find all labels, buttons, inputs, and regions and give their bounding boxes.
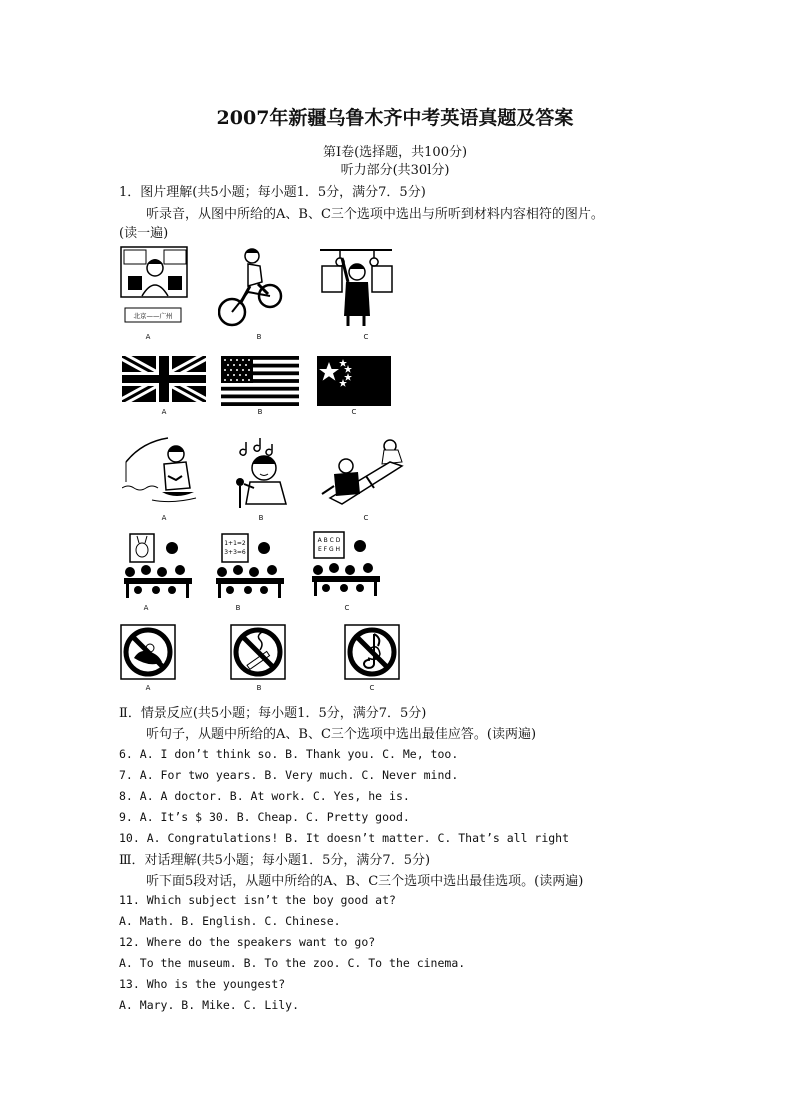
caption-3c: C [363,514,369,522]
question-7: 7. A. For two years. B. Very much. C. Never mind. [119,768,459,782]
section3-instruction: 听下面5段对话，从题中所给的A、B、C三个选项中选出最佳选项。(读两遍) [146,874,584,889]
caption-5a: A [145,684,151,692]
us-flag-icon [221,356,299,406]
question-11-options: A. Math. B. English. C. Chinese. [119,914,341,928]
china-flag-icon [317,356,391,406]
caption-1a: A [145,333,151,341]
caption-3b: B [258,514,264,522]
section1-note: (读一遍) [119,226,169,241]
page-title: 2007年新疆乌鲁木齐中考英语真题及答案 [216,107,574,129]
section1-instruction: 听录音，从图中所给的A、B、C三个选项中选出与所听到材料内容相符的图片。 [146,207,604,222]
caption-2b: B [257,408,263,416]
caption-5b: B [256,684,262,692]
caption-4b: B [235,604,241,612]
question-11: 11. Which subject isn’t the boy good at? [119,893,396,907]
math-board-line1: 1+1=2 [224,540,246,547]
singing-icon [226,436,294,508]
question-12-options: A. To the museum. B. To the zoo. C. To the cinema. [119,956,466,970]
caption-5c: C [369,684,375,692]
question-8: 8. A. A doctor. B. At work. C. Yes, he is. [119,789,410,803]
section1-heading: 1．图片理解(共5小题；每小题1．5分，满分7．5分) [119,185,426,200]
cyclist-icon [218,246,286,330]
listening-part-label: 听力部分(共30l分) [340,163,450,178]
no-music-sign-icon [344,624,400,680]
fishing-icon [122,432,200,508]
caption-1b: B [256,333,262,341]
section3-heading: Ⅲ．对话理解(共5小题；每小题1．5分，满分7．5分) [119,853,431,868]
caption-4a: A [143,604,149,612]
train-sign-text: 北京——广州 [133,312,173,320]
letters-board-line1: A B C D [317,537,341,544]
question-13-options: A. Mary. B. Mike. C. Lily. [119,998,300,1012]
no-smoking-sign-icon [230,624,286,680]
question-9: 9. A. It’s $ 30. B. Cheap. C. Pretty good. [119,810,410,824]
exam-part-label: 第Ⅰ卷(选择题，共100分) [322,145,468,160]
classroom-math-icon [212,532,288,602]
uk-flag-icon [122,356,206,402]
letters-board-line2: E F G H [317,546,341,553]
question-12: 12. Where do the speakers want to go? [119,935,376,949]
question-10: 10. A. Congratulations! B. It doesn’t matter. C. That’s all right [119,831,570,845]
bus-passenger-icon [318,246,394,330]
question-6: 6. A. I don’t think so. B. Thank you. C. Me, too. [119,747,459,761]
no-food-sign-icon [120,624,176,680]
section2-instruction: 听句子，从题中所给的A、B、C三个选项中选出最佳应答。(读两遍) [146,727,537,742]
section2-heading: Ⅱ．情景反应(共5小题；每小题1．5分，满分7．5分) [119,706,427,721]
caption-3a: A [161,514,167,522]
math-board-line2: 3+3=6 [224,549,246,556]
classroom-letters-icon [306,530,386,602]
caption-2a: A [161,408,167,416]
question-13: 13. Who is the youngest? [119,977,286,991]
caption-1c: C [363,333,369,341]
caption-2c: C [351,408,357,416]
caption-4c: C [344,604,350,612]
train-passenger-icon [120,246,190,328]
classroom-rabbit-icon [120,532,196,602]
table-tennis-icon [318,436,406,508]
